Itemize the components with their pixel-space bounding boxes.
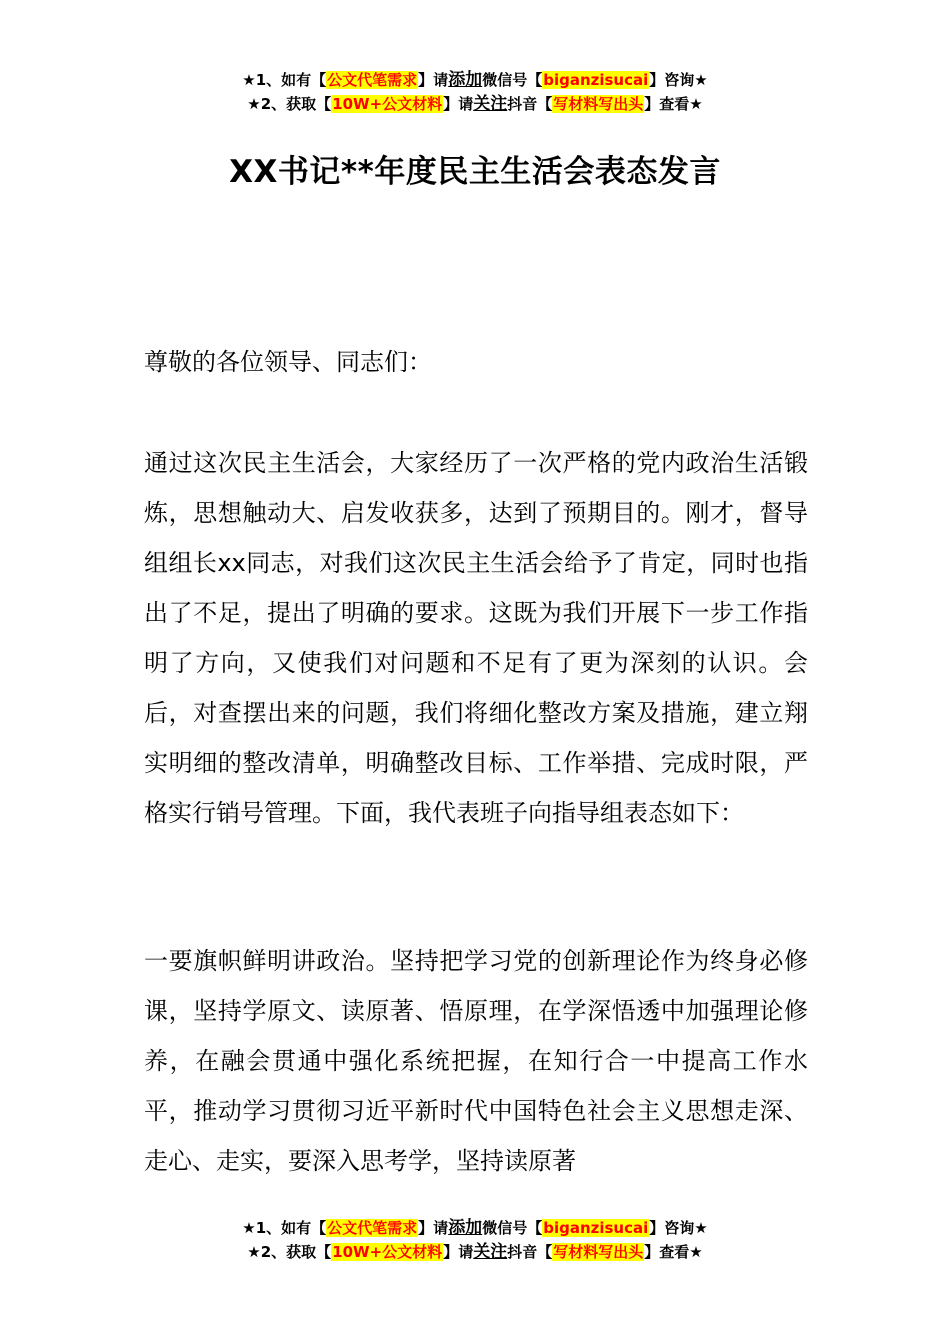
banner-highlight: 10W+公文材料 — [332, 1243, 443, 1261]
banner-text: ★1、如有【 — [242, 71, 327, 89]
banner-text: 】请 — [443, 95, 474, 113]
greeting-text: 尊敬的各位领导、同志们： — [144, 348, 432, 376]
banner-text: ★2、获取【 — [247, 95, 332, 113]
paragraph-1 — [144, 438, 808, 838]
banner-text: 】查看★ — [644, 1243, 703, 1261]
banner-text: 微信号【 — [482, 71, 543, 89]
banner-emphasis: 关注 — [473, 94, 508, 114]
banner-line-1 — [0, 68, 950, 92]
banner-text: ★1、如有【 — [242, 1219, 327, 1237]
banner-text: 】请 — [418, 71, 449, 89]
banner-emphasis: 添加 — [448, 70, 483, 90]
banner-text: ★2、获取【 — [247, 1243, 332, 1261]
banner-text: 】请 — [443, 1243, 474, 1261]
paragraph-2-text: 一要旗帜鲜明讲政治。坚持把学习党的创新理论作为终身必修课，坚持学原文、读原著、悟原理，在学深悟透中加强理论修养，在融会贯通中强化系统把握，在知行合一中提高工作水平，推动学习贯彻习近平新时代中国特色社会主义思想走深、走心、走实，要深入思考学，坚持读原著 — [144, 947, 808, 1175]
banner-highlight: 写材料写出头 — [553, 95, 644, 113]
banner-highlight: 公文代笔需求 — [327, 71, 418, 89]
banner-highlight: biganzisucai — [543, 71, 649, 89]
banner-line-1 — [0, 1216, 950, 1240]
header-banner — [0, 68, 950, 116]
banner-emphasis: 关注 — [473, 1242, 508, 1262]
banner-line-2 — [0, 1240, 950, 1264]
banner-highlight: 公文代笔需求 — [327, 1219, 418, 1237]
document-title: XX书记**年度民主生活会表态发言 — [229, 154, 721, 190]
paragraph-1-text: 通过这次民主生活会，大家经历了一次严格的党内政治生活锻炼，思想触动大、启发收获多，达到了预期目的。刚才，督导组组长xx同志，对我们这次民主生活会给予了肯定，同时也指出了不足，提出了明确的要求。这既为我们开展下一步工作指明了方向，又使我们对问题和不足有了更为深刻的认识。会后，对查摆出来的问题，我们将细化整改方案及措施，建立翔实明细的整改清单，明确整改目标、工作举措、完成时限，严格实行销号管理。下面，我代表班子向指导组表态如下： — [144, 449, 808, 827]
greeting — [144, 337, 808, 387]
banner-text: 微信号【 — [482, 1219, 543, 1237]
banner-highlight: biganzisucai — [543, 1219, 649, 1237]
paragraph-2 — [144, 936, 808, 1186]
banner-emphasis: 添加 — [448, 1218, 483, 1238]
banner-highlight: 写材料写出头 — [553, 1243, 644, 1261]
banner-text: 】咨询★ — [649, 1219, 708, 1237]
banner-text: 】咨询★ — [649, 71, 708, 89]
banner-text: 抖音【 — [507, 95, 553, 113]
banner-text: 】请 — [418, 1219, 449, 1237]
footer-banner — [0, 1216, 950, 1264]
banner-text: 抖音【 — [507, 1243, 553, 1261]
banner-highlight: 10W+公文材料 — [332, 95, 443, 113]
banner-line-2 — [0, 92, 950, 116]
banner-text: 】查看★ — [644, 95, 703, 113]
